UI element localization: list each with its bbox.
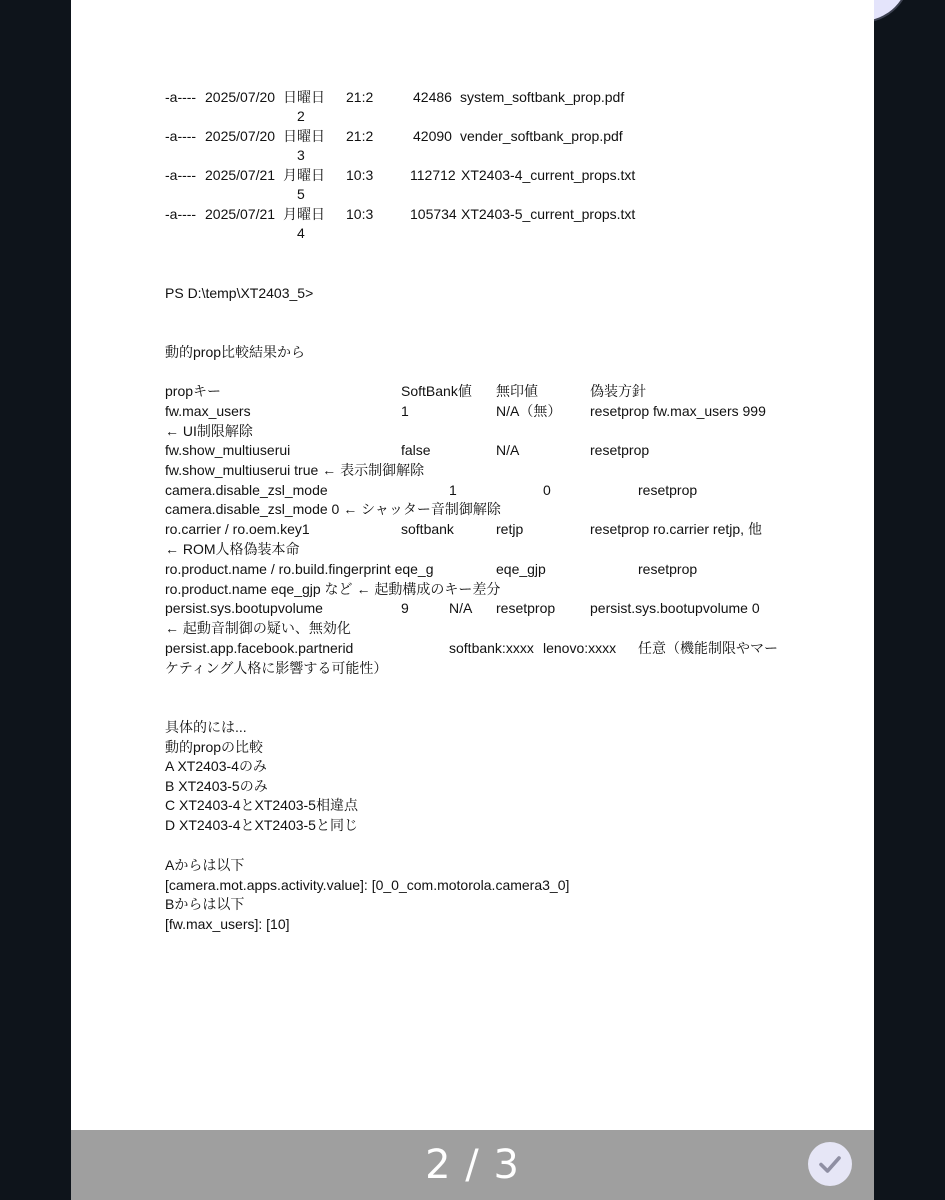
details-b-value: [fw.max_users]: [10]	[165, 916, 290, 932]
table-row	[165, 599, 760, 617]
row-key: persist.app.facebook.partnerid	[165, 640, 354, 656]
section-title: 動的prop比較結果から	[165, 344, 306, 360]
table-row	[165, 520, 762, 538]
listing-size: 112712	[410, 167, 456, 183]
listing-mode: -a----	[165, 206, 197, 222]
listing-mode: -a----	[165, 128, 197, 144]
check-icon	[815, 1149, 845, 1179]
row-softbank: softbank:xxxx	[449, 640, 534, 656]
table-row-continuation: camera.disable_zsl_mode 0 ← シャッター音制御解除	[165, 501, 501, 517]
listing-day: 月曜日	[283, 206, 325, 222]
table-row	[165, 481, 698, 499]
details-from-b: Bからは以下	[165, 896, 245, 912]
header-softbank: SoftBank値	[401, 383, 472, 399]
row-plain: N/A	[496, 442, 520, 458]
listing-time-wrap: 5	[297, 186, 305, 202]
listing-day: 月曜日	[283, 167, 325, 183]
table-row-continuation: ← 起動音制御の疑い、無効化	[165, 620, 351, 636]
page-indicator: 2 / 3	[425, 1142, 520, 1188]
confirm-button[interactable]	[808, 1142, 852, 1186]
listing-time: 21:2	[346, 89, 374, 105]
details-item-d: D XT2403-4とXT2403-5と同じ	[165, 817, 358, 833]
details-intro: 具体的には...	[165, 719, 247, 735]
listing-time: 21:2	[346, 128, 374, 144]
listing-row-wrap	[165, 224, 305, 242]
page-footer-bar	[71, 1130, 874, 1200]
row-key: persist.sys.bootupvolume	[165, 600, 323, 616]
details-item-a: A XT2403-4のみ	[165, 758, 267, 774]
row-softbank: 9	[401, 600, 409, 616]
listing-filename: system_softbank_prop.pdf	[460, 89, 625, 105]
row-policy: resetprop ro.carrier retjp, 他	[590, 521, 762, 537]
row-policy: resetprop	[638, 561, 698, 577]
header-key: propキー	[165, 383, 222, 399]
row-plain: eqe_gjp	[496, 561, 546, 577]
row-key: camera.disable_zsl_mode	[165, 482, 328, 498]
row-key: ro.product.name / ro.build.fingerprint eqe_g	[165, 561, 434, 577]
listing-time: 10:3	[346, 206, 374, 222]
listing-filename: XT2403-5_current_props.txt	[461, 206, 636, 222]
row-plain: retjp	[496, 521, 524, 537]
listing-mode: -a----	[165, 167, 197, 183]
listing-filename: XT2403-4_current_props.txt	[461, 167, 636, 183]
listing-time: 10:3	[346, 167, 374, 183]
table-row-continuation: fw.show_multiuserui true ← 表示制御解除	[165, 462, 425, 478]
row-softbank: false	[401, 442, 431, 458]
row-softbank: 1	[449, 482, 457, 498]
listing-row-wrap	[165, 185, 305, 203]
details-from-a: Aからは以下	[165, 857, 245, 873]
listing-day: 日曜日	[283, 128, 325, 144]
listing-row	[165, 166, 636, 184]
details-a-value: [camera.mot.apps.activity.value]: [0_0_com.motorola.camera3_0]	[165, 877, 570, 893]
row-softbank: 1	[401, 403, 409, 419]
header-policy: 偽装方針	[590, 383, 646, 399]
row-softbank: softbank	[401, 521, 454, 537]
listing-size: 42486	[413, 89, 452, 105]
table-row	[165, 441, 650, 459]
listing-mode: -a----	[165, 89, 197, 105]
table-row-continuation: ケティング人格に影響する可能性）	[165, 660, 388, 676]
table-row-continuation: ro.product.name eqe_gjp など ← 起動構成のキー差分	[165, 581, 501, 597]
listing-row-wrap	[165, 146, 305, 164]
row-plain: 0	[543, 482, 551, 498]
listing-time-wrap: 4	[297, 225, 305, 241]
row-policy-detail: persist.sys.bootupvolume 0	[590, 600, 760, 616]
listing-date: 2025/07/20	[205, 128, 276, 144]
details-item-c: C XT2403-4とXT2403-5相違点	[165, 797, 358, 813]
details-item-b: B XT2403-5のみ	[165, 778, 268, 794]
shell-prompt: PS D:\temp\XT2403_5>	[165, 285, 314, 301]
listing-date: 2025/07/20	[205, 89, 276, 105]
listing-size: 105734	[410, 206, 457, 222]
listing-size: 42090	[413, 128, 452, 144]
row-key: fw.max_users	[165, 403, 251, 419]
listing-filename: vender_softbank_prop.pdf	[460, 128, 623, 144]
listing-day: 日曜日	[283, 89, 325, 105]
row-plain: N/A	[449, 600, 473, 616]
document-page	[71, 0, 874, 1130]
row-policy: resetprop	[496, 600, 556, 616]
details-compare: 動的propの比較	[165, 739, 264, 755]
listing-row	[165, 127, 623, 145]
header-plain: 無印値	[496, 383, 538, 399]
table-row-continuation: ← UI制限解除	[165, 423, 253, 439]
row-plain: N/A（無）	[496, 403, 562, 419]
row-policy: resetprop	[590, 442, 650, 458]
row-plain: lenovo:xxxx	[543, 640, 617, 656]
row-policy: resetprop	[638, 482, 698, 498]
table-row	[165, 639, 778, 657]
table-row	[165, 402, 766, 420]
table-row	[165, 560, 698, 578]
listing-row-wrap	[165, 107, 305, 125]
table-row-continuation: ← ROM人格偽装本命	[165, 541, 300, 557]
row-policy: resetprop fw.max_users 999	[590, 403, 766, 419]
row-policy: 任意（機能制限やマー	[638, 640, 778, 656]
listing-row	[165, 205, 636, 223]
listing-time-wrap: 2	[297, 108, 305, 124]
table-header	[165, 382, 646, 400]
row-key: ro.carrier / ro.oem.key1	[165, 521, 310, 537]
row-key: fw.show_multiuserui	[165, 442, 291, 458]
listing-row	[165, 88, 625, 106]
listing-date: 2025/07/21	[205, 206, 276, 222]
listing-time-wrap: 3	[297, 147, 305, 163]
listing-date: 2025/07/21	[205, 167, 276, 183]
